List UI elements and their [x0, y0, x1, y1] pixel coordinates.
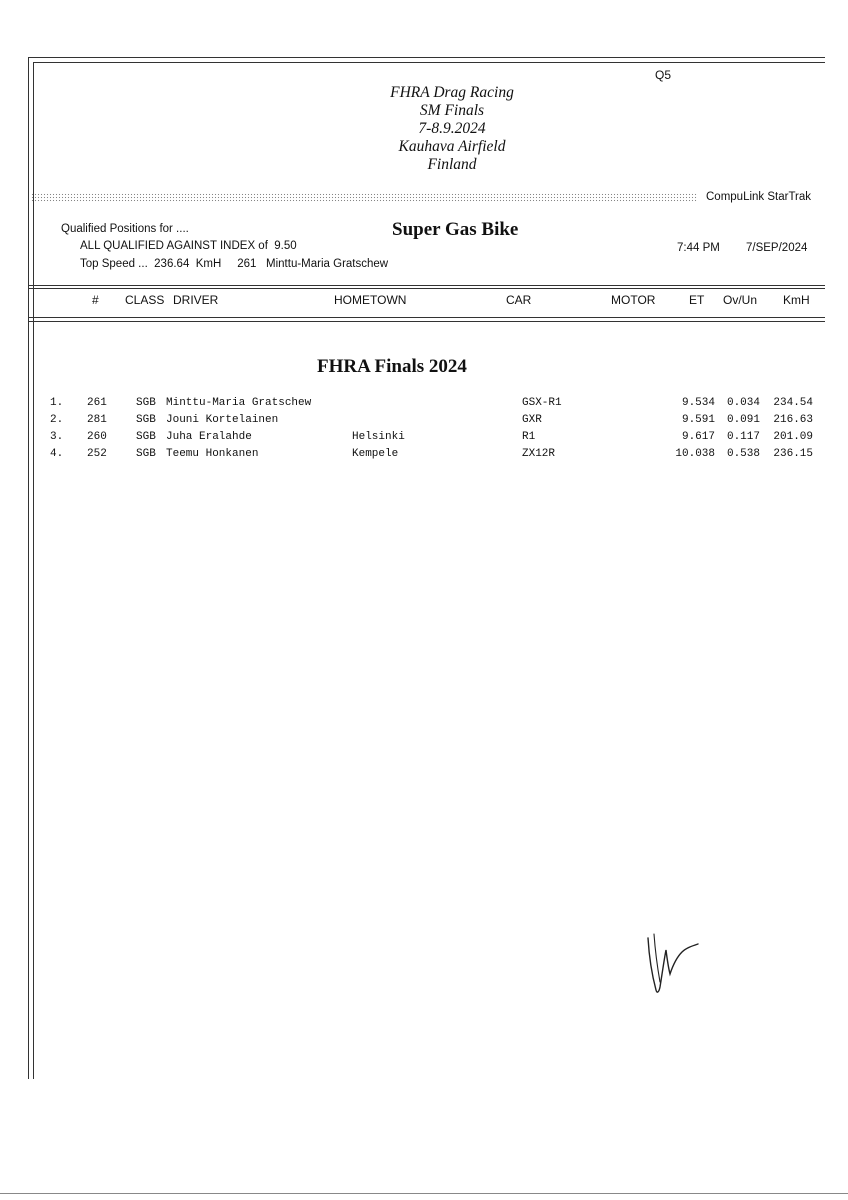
event-title-block — [352, 84, 552, 174]
cell-driver: Teemu Honkanen — [166, 448, 259, 460]
timing-system: CompuLink StarTrak — [706, 191, 812, 203]
cell-pos: 1. — [50, 397, 64, 409]
cell-car: R1 — [522, 431, 536, 443]
left-border-inner — [33, 62, 34, 1079]
cell-kmh: 236.15 — [773, 448, 813, 460]
col-class: CLASS — [125, 293, 165, 307]
cell-driver: Juha Eralahde — [166, 431, 252, 443]
table-row — [0, 414, 848, 432]
col-et: ET — [689, 293, 705, 307]
event-title-line: SM Finals — [419, 102, 485, 119]
col-number: # — [92, 293, 99, 307]
cell-kmh: 201.09 — [773, 431, 813, 443]
cell-car: GSX-R1 — [522, 397, 562, 409]
col-ovun: Ov/Un — [723, 293, 758, 307]
top-border — [28, 57, 825, 58]
cell-class: SGB — [136, 448, 156, 460]
cell-ovun: 0.538 — [726, 448, 760, 460]
event-title-line: Kauhava Airfield — [398, 138, 506, 155]
col-kmh: KmH — [783, 293, 810, 307]
cell-et: 9.534 — [681, 397, 715, 409]
index-line: ALL QUALIFIED AGAINST INDEX of 9.50 — [80, 240, 297, 252]
cell-ovun: 0.117 — [726, 431, 760, 443]
bottom-rule — [0, 1193, 848, 1194]
separator-band — [31, 193, 697, 202]
cell-et: 9.617 — [681, 431, 715, 443]
cell-et: 10.038 — [675, 448, 715, 460]
cell-driver: Minttu-Maria Gratschew — [166, 397, 312, 409]
section-title: FHRA Finals 2024 — [317, 356, 467, 377]
columns-rule-2 — [28, 321, 825, 322]
cell-et: 9.591 — [681, 414, 715, 426]
left-border-outer — [28, 57, 29, 1079]
top-speed-line: Top Speed ... 236.64 KmH 261 Minttu-Maria Gratschew — [80, 258, 389, 270]
event-code: Q5 — [655, 68, 672, 82]
cell-pos: 4. — [50, 448, 64, 460]
columns-rule-1 — [28, 317, 825, 318]
cell-car: GXR — [522, 414, 542, 426]
signature-mark — [640, 930, 710, 1000]
col-motor: MOTOR — [611, 293, 656, 307]
cell-pos: 3. — [50, 431, 64, 443]
col-car: CAR — [506, 293, 532, 307]
table-row — [0, 431, 848, 449]
col-driver: DRIVER — [173, 293, 219, 307]
cell-hometown: Kempele — [352, 448, 399, 460]
cell-number: 260 — [87, 431, 107, 443]
cell-ovun: 0.091 — [726, 414, 760, 426]
cell-kmh: 216.63 — [773, 414, 813, 426]
cell-kmh: 234.54 — [773, 397, 813, 409]
cell-pos: 2. — [50, 414, 64, 426]
col-hometown: HOMETOWN — [334, 293, 407, 307]
cell-class: SGB — [136, 414, 156, 426]
cell-number: 252 — [87, 448, 107, 460]
cell-number: 281 — [87, 414, 107, 426]
cell-driver: Jouni Kortelainen — [166, 414, 279, 426]
event-title-line: Finland — [427, 156, 477, 173]
table-row — [0, 448, 848, 466]
qualified-label: Qualified Positions for .... — [61, 223, 189, 235]
event-title-line: 7-8.9.2024 — [418, 120, 486, 137]
top-border-inner — [33, 62, 825, 63]
cell-number: 261 — [87, 397, 107, 409]
header-rule-2 — [28, 288, 825, 289]
header-rule-1 — [28, 285, 825, 286]
cell-class: SGB — [136, 431, 156, 443]
event-title-line: FHRA Drag Racing — [390, 84, 514, 101]
table-row — [0, 397, 848, 415]
cell-car: ZX12R — [522, 448, 556, 460]
cell-class: SGB — [136, 397, 156, 409]
report-time: 7:44 PM — [677, 242, 720, 254]
class-name: Super Gas Bike — [392, 219, 519, 240]
report-date: 7/SEP/2024 — [746, 242, 808, 254]
cell-ovun: 0.034 — [726, 397, 760, 409]
cell-hometown: Helsinki — [352, 431, 405, 443]
